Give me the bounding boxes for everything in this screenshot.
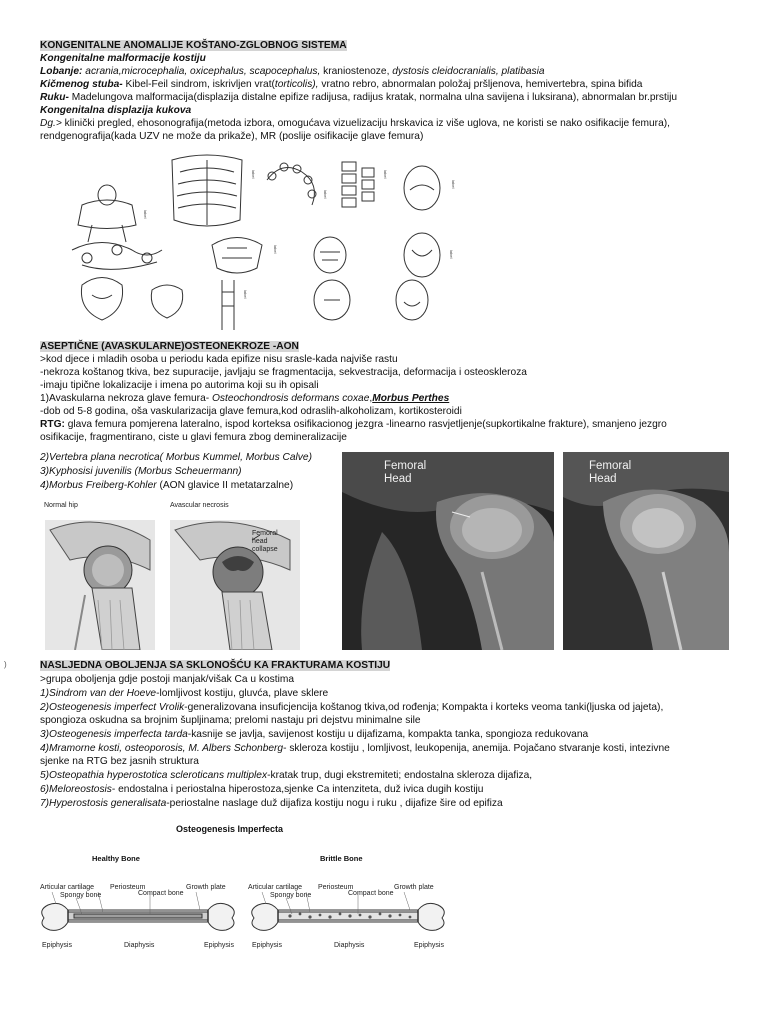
hip-necrosis-illustration [40, 500, 340, 650]
svg-text:label: label [451, 180, 456, 189]
aon-line-6: 2)Vertebra plana necrotica( Morbus Kummel, Morbus Calve) [40, 452, 312, 463]
line-ruku: Ruku- Madelungova malformacija(displazija distalne epifize radijusa, radijus kratak, normalna ulna savijena i luksirana), abnormalan br.prstiju [40, 92, 678, 103]
anomalies-collage-figure [62, 150, 462, 340]
aon-line-4: 1)Avaskularna nekroza glave femura- Osteochondrosis deformans coxae,Morbus Perthes [40, 393, 450, 404]
hereditary-line-5b: sjenke na RTG bez jasnih struktura [40, 756, 199, 767]
svg-text:label: label [449, 250, 454, 259]
svg-text:label: label [323, 190, 328, 199]
healthy-diaphysis: Diaphysis [124, 942, 155, 949]
healthy-spongy-bone: Spongy bone [60, 892, 102, 899]
aon-line-8: 4)Morbus Freiberg-Kohler (AON glavice II metatarzalne) [40, 480, 294, 491]
svg-text:label: label [143, 210, 148, 219]
brittle-bone-label: Brittle Bone [320, 854, 363, 863]
brittle-epiphysis-right: Epiphysis [414, 942, 444, 949]
hereditary-line-4: 3)Osteogenesis imperfecta tarda-kasnije se javlja, savijenost kostiju u dijafizama, kompakta tanka, spongioza redukovana [40, 729, 589, 740]
aon-line-2: -nekroza koštanog tkiva, bez supuracije, javljaju se fragmentacija, sekvestracija, deformacija i osteoskleroza [40, 367, 527, 378]
svg-text:label: label [273, 245, 278, 254]
line-kicma: Kičmenog stuba- Kibel-Feil sindrom, iskrivljen vrat(torticolis), vratno rebro, abnormalan položaj pršljenova, hemivertebra, spina bifida [40, 79, 643, 90]
brittle-diaphysis: Diaphysis [334, 942, 365, 949]
xray-image-left [342, 452, 554, 650]
healthy-articular-cartilage: Articular cartilage [40, 884, 95, 891]
hereditary-line-2: 1)Sindrom van der Hoeve-lomljivost kostiju, gluvća, plave sklere [40, 688, 329, 699]
healthy-growth-plate: Growth plate [186, 884, 226, 891]
xray-right-svg [563, 452, 729, 650]
hereditary-line-3b: spongioza oskudna sa brojnim šupljinama; prelomi nastaju pri dejstvu minimalne sile [40, 715, 421, 726]
healthy-epiphysis-right: Epiphysis [204, 942, 234, 949]
section-title-aon: ASEPTIČNE (AVASKULARNE)OSTEONEKROZE -AON [40, 341, 299, 352]
aon-line-5: -dob od 5-8 godina, oša vaskularizacija glave femura,kod odraslih-alkoholizam, kortikosteroidi [40, 406, 462, 417]
healthy-compact-bone: Compact bone [138, 890, 184, 897]
hereditary-line-3: 2)Osteogenesis imperfect Vrolik-generalizovana insuficjencija koštanog tkiva,od rođenja; Kompakta i korteks veoma tanki(ljuska od jajeta), [40, 702, 664, 713]
brittle-periosteum: Periosteum [318, 884, 354, 891]
healthy-epiphysis-left: Epiphysis [42, 942, 72, 949]
svg-text:label: label [383, 170, 388, 179]
brittle-articular-cartilage: Articular cartilage [248, 884, 303, 891]
normal-hip-label: Normal hip [44, 502, 78, 509]
aon-rtg-line: RTG: glava femura pomjerena lateralno, ispod korteksa osifikacionog jezgra -linearno rasvjetljenje(supkortikalne frakture), smanjeno jezgro [40, 419, 667, 430]
line-dg: Dg.> klinički pregled, ehosonografija(metoda izbora, omogućava vizuelizaciju hrskavica iz više uglova, ne koristi se nako osifikacije femura), [40, 118, 670, 129]
subtitle-malformations: Kongenitalne malformacije kostiju [40, 53, 206, 64]
margin-mark: ) [4, 660, 7, 669]
femoral-head-label-right: Femoral Head [589, 460, 632, 485]
aon-line-1: >kod djece i mladih osoba u periodu kada epifize nisu srasle-kada najviše rastu [40, 354, 398, 365]
svg-text:label: label [251, 170, 256, 179]
line-lobanje: Lobanje: acrania,microcephalia, oxicephalus, scapocephalus, kraniostenoze, dystosis cleidocranialis, platibasia [40, 66, 545, 77]
avascular-necrosis-label: Avascular necrosis [170, 502, 229, 509]
hereditary-line-8: 7)Hyperostosis generalisata-periostalne naslage duž dijafiza kostiju nogu i ruku , dijafize šire od epifiza [40, 798, 503, 809]
xray-image-right [563, 452, 729, 650]
morbus-perthes-underlined: Morbus Perthes [372, 393, 450, 404]
svg-text:label: label [243, 290, 248, 299]
xray-left-svg [342, 452, 554, 650]
oi-bones-figure [38, 870, 458, 960]
section-title-hereditary: NASLJEDNA OBOLJENJA SA SKLONOŠĆU KA FRAKTURAMA KOSTIJU [40, 660, 391, 671]
femoral-head-collapse-label: Femoral head collapse [252, 530, 278, 553]
line-dg-continued: rendgenografija(kada UZV ne može da prikaže), MR (poslije osifikacije glave femura) [40, 131, 424, 142]
hereditary-line-1: >grupa oboljenja gdje postoji manjak/višak Ca u kostima [40, 674, 294, 685]
subtitle-hip-dysplasia: Kongenitalna displazija kukova [40, 105, 192, 116]
brittle-epiphysis-left: Epiphysis [252, 942, 282, 949]
hereditary-line-7: 6)Meloreostosis- endostalna i periostalna hiperostoza,sjenke Ca intenziteta, duž ivica dugih kostiju [40, 784, 484, 795]
femoral-head-label-left: Femoral Head [384, 460, 427, 485]
brittle-compact-bone: Compact bone [348, 890, 394, 897]
hereditary-line-6: 5)Osteopathia hyperostotica scleroticans multiplex-kratak trup, dugi ekstremiteti; endostalna skleroza dijafiza, [40, 770, 533, 781]
aon-line-7: 3)Kyphosisi juvenilis (Morbus Scheuermann) [40, 466, 242, 477]
healthy-periosteum: Periosteum [110, 884, 146, 891]
healthy-bone-label: Healthy Bone [92, 854, 140, 863]
oi-figure-title: Osteogenesis Imperfecta [176, 824, 284, 834]
aon-line-3: -imaju tipične lokalizacije i imena po autorima koji su ih opisali [40, 380, 319, 391]
hip-illustration-svg [40, 500, 340, 650]
brittle-growth-plate: Growth plate [394, 884, 434, 891]
anomalies-collage-svg [62, 150, 462, 340]
brittle-spongy-bone: Spongy bone [270, 892, 312, 899]
hereditary-line-5: 4)Mramorne kosti, osteoporosis, M. Albers Schonberg- skleroza kostiju , lomljivost, leukopenija, anemija. Pojačano stvaranje kosti, intezivne [40, 743, 670, 754]
aon-rtg-line-2: osifikacije, fragmentirano, ciste u glavi femura zbog demineralizacije [40, 432, 347, 443]
section-title-congenital: KONGENITALNE ANOMALIJE KOŠTANO-ZGLOBNOG SISTEMA [40, 40, 347, 51]
